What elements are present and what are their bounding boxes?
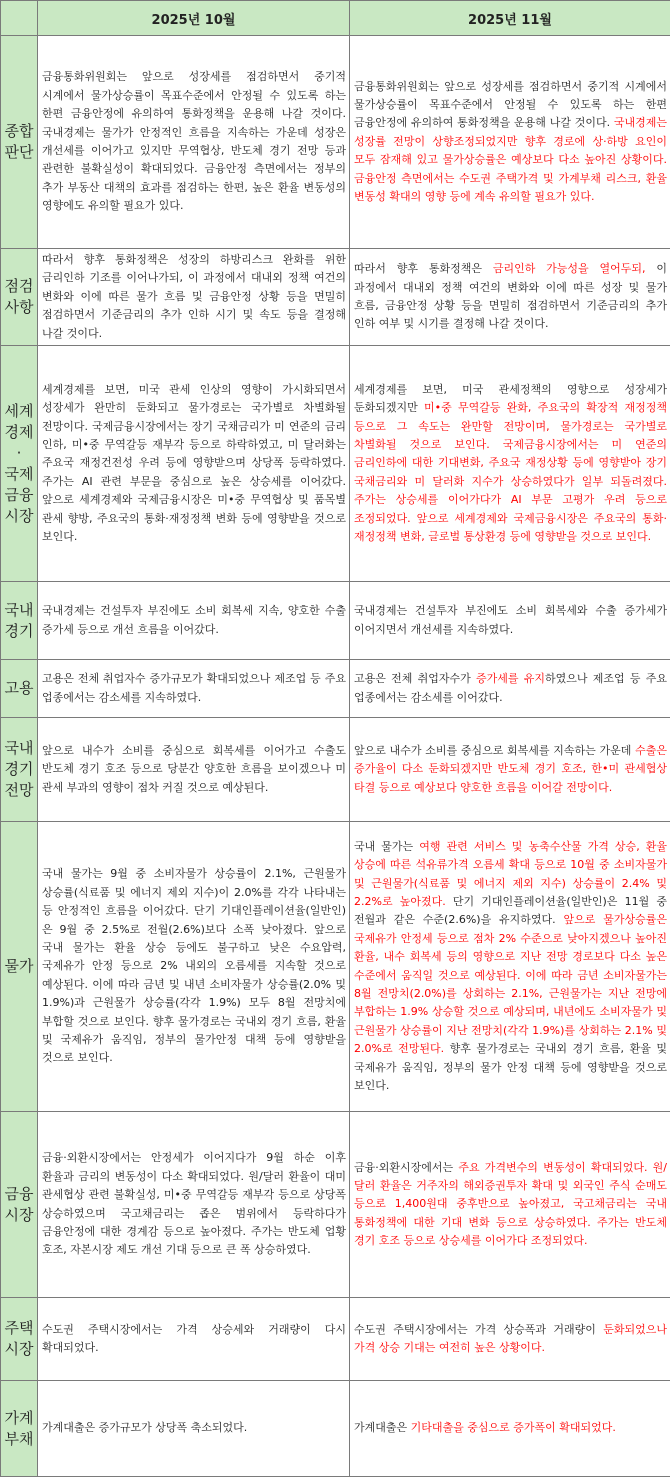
corner-cell	[1, 1, 38, 36]
row-label-line: ·	[16, 443, 22, 462]
text-segment: 국내경제는 건설투자 부진에도 소비 회복세 지속, 양호한 수출 증가세 등으로 개선 흐름을 이어갔다.	[42, 604, 346, 636]
row-label-line: 고용	[4, 679, 34, 698]
changed-text: 금리인하 가능성을 열어두되,	[492, 262, 646, 276]
cell-oct	[38, 1381, 350, 1477]
row-label-line: 국내	[4, 600, 34, 619]
cell-nov	[350, 249, 670, 346]
text-segment: 국내 물가는 9월 중 소비자물가 상승률이 2.1%, 근원물가 상승률(식료품 및 에너지 제외 지수)이 2.0%를 각각 나타내는 등 안정적인 흐름을 이어갔다. 단기 기대인플레이션율(일반인)은 9월 중 2.5%로 전월(2.6%)보다 소폭 낮아졌다. 앞으로 국내 물가는 환율 상승 등에도 불구하고 낮은 수요압력, 국제유가 안정 등으로 2% 내외의 오름세를 지속할 것으로 예상된다. 이에 따라 금년 및 내년 소비자물가 상승률(2.0% 및 1.9%)과 근원물가 상승률(각각 1.9%) 모두 8월 전망치에 부합할 것으로 보인다. 향후 물가경로는 국내외 경기 흐름, 환율 및 국제유가 움직임, 정부의 물가안정 대책 등에 영향받을 것으로 보인다.	[42, 867, 346, 1065]
text-segment: 금융·외환시장에서는 안정세가 이어지다가 9월 하순 이후 환율과 금리의 변동성이 다소 확대되었다. 원/달러 환율이 대미 관세협상 관련 불확실성, 미•중 무역갈등 재부각 등으로 상당폭 상승하였으며 국고채금리는 좁은 범위에서 등락하다가 금융안정에 대한 경계감 등으로 높아졌다. 주가는 반도체 업황 호조, 자본시장 제도 개선 기대 등으로 큰 폭 상승하였다.	[42, 1151, 346, 1257]
row-label	[1, 822, 38, 1112]
text-segment: 향후 물가경로는 국내외 경기 흐름, 환율 및 국제유가 움직임, 정부의 물가 안정 대책 등에 영향받을 것으로 보인다.	[354, 1042, 667, 1092]
cell-oct	[38, 36, 350, 249]
text-segment: 금융통화위원회는 앞으로 성장세를 점검하면서 중기적 시계에서 물가상승률이 목표수준에서 안정될 수 있도록 하는 한편 금융안정에 유의하여 통화정책을 운용해 나갈 것이다. 국내경제는 물가가 안정적인 흐름을 지속하는 가운데 성장은 개선세를 이어가고 있지만 무역협상, 반도체 경기 전망 등과 관련한 불확실성이 확대되었다. 금융안정 측면에서는 정부의 추가 부동산 대책의 효과를 점검하는 한편, 높은 환율 변동성의 영향에도 유의할 필요가 있다.	[42, 70, 346, 213]
text-segment: 이 과정에서 대내외 정책 여건의 변화와 이에 따른 성장 및 물가 흐름, 금융안정 상황 등을 면밀히 점검하면서 기준금리의 추가 인하 여부 및 시기를 결정해 나갈 것이다.	[354, 262, 668, 331]
text-segment: 세계경제를 보면, 미국 관세정책의 영향으로 성장세가 둔화되겠지만	[354, 382, 667, 415]
row-label-line: 경제	[4, 422, 34, 441]
row-label	[1, 582, 38, 660]
cell-nov	[350, 718, 670, 822]
changed-text: 둔화되었으나 가격 상승 기대는 여전히 높은 상황이다.	[354, 1322, 667, 1355]
changed-text: 여행 관련 서비스 및 농축수산물 가격 상승, 환율 상승에 따른 석유류가격 오름세 확대 등으로 10월 중 소비자물가 및 근원물가(식료품 및 에너지 제외 지수) 상승률이 2.4% 및 2.2%로 높아졌다.	[354, 839, 667, 908]
text-segment: 가계대출은	[354, 1421, 411, 1435]
row-label	[1, 718, 38, 822]
row-label	[1, 1381, 38, 1477]
text-segment: 따라서 향후 통화정책은	[354, 262, 493, 276]
table-row	[1, 660, 670, 718]
text-segment: 앞으로 내수가 소비를 중심으로 회복세를 지속하는 가운데	[354, 743, 636, 757]
row-label-line: 주택	[4, 1319, 34, 1338]
row-label-line: 전망	[4, 781, 34, 800]
row-label-line: 시장	[4, 1205, 34, 1224]
cell-nov	[350, 822, 670, 1112]
table-row	[1, 346, 670, 582]
row-label-line: 경기	[4, 621, 34, 640]
changed-text: 증가세를 유지	[476, 672, 545, 686]
row-label-line: 금융	[4, 485, 34, 504]
changed-text: 주요 가격변수의 변동성이 확대되었다. 원/달러 환율은 거주자의 해외증권투자 확대 및 외국인 주식 순매도 등으로 1,400원대 중후반으로 높아졌고, 국고채금리는 국내 통화정책에 대한 기대 변화 등으로 상승하였다. 주가는 반도체 경기 호조 등으로 상승세를 이어가다 조정되었다.	[354, 1160, 667, 1248]
row-label-line: 종합	[4, 122, 34, 140]
row-label-line: 시장	[4, 506, 34, 525]
row-label	[1, 249, 38, 346]
cell-nov	[350, 582, 670, 660]
row-label	[1, 36, 38, 249]
row-label-line: 세계	[4, 401, 34, 420]
text-segment: 가계대출은 증가규모가 상당폭 축소되었다.	[42, 1421, 248, 1435]
table-row	[1, 1112, 670, 1298]
cell-oct	[38, 660, 350, 718]
header-nov: 2025년 11월	[350, 1, 670, 36]
text-segment: 금융통화위원회는 앞으로 성장세를 점검하면서 중기적 시계에서 물가상승률이 목표수준에서 안정될 수 있도록 하는 한편 금융안정에 유의하여 통화정책을 운용해 나갈 것이다.	[354, 79, 667, 130]
header-oct: 2025년 10월	[38, 1, 350, 36]
text-segment: 단기 기대인플레이션율(일반인)은 11월 중 전월과 같은 수준(2.6%)을 유지하였다.	[354, 894, 667, 927]
row-label	[1, 1298, 38, 1381]
row-label-line: 금융	[4, 1184, 34, 1203]
table-row	[1, 1298, 670, 1381]
text-segment: 고용은 전체 취업자수가	[354, 672, 476, 686]
cell-nov	[350, 36, 670, 249]
cell-nov	[350, 346, 670, 582]
row-label	[1, 1112, 38, 1298]
changed-text: 기타대출을 중심으로 증가폭이 확대되었다.	[410, 1421, 616, 1435]
row-label	[1, 346, 38, 582]
cell-nov	[350, 1381, 670, 1477]
changed-text: 수출은 증가율이 다소 둔화되겠지만 반도체 경기 호조, 한•미 관세협상 타결 등으로 예상보다 양호한 흐름을 이어갈 전망이다.	[354, 743, 667, 794]
changed-text: 미•중 무역갈등 완화, 주요국의 확장적 재정정책 등으로 그 속도는 완만할 전망이며, 물가경로는 국가별로 차별화될 것으로 보인다. 국제금융시장에서는 미 연준의 금리인하에 대한 기대변화, 주요국 재정상황 등에 영향받아 장기 국채금리와 미 달러화 지수가 상승하였다가 일부 되돌려졌다. 주가는 상승세를 이어가다가 AI 부문 고평가 우려 등으로 조정되었다. 앞으로 세계경제와 국제금융시장은 주요국의 통화·재정정책 변화, 글로벌 통상환경 등에 영향받을 것으로 보인다.	[354, 401, 667, 543]
text-segment: 수도권 주택시장에서는 가격 상승폭과 거래량이	[354, 1322, 604, 1336]
row-label-line: 국내	[4, 739, 34, 758]
row-label-line: 가계	[4, 1408, 34, 1427]
text-segment: 고용은 전체 취업자수 증가규모가 확대되었으나 제조업 등 주요 업종에서는 감소세를 지속하였다.	[42, 672, 346, 704]
text-segment: 앞으로 내수가 소비를 중심으로 회복세를 이어가고 수출도 반도체 경기 호조 등으로 당분간 양호한 흐름을 보이겠으나 미 관세 부과의 영향이 점차 커질 것으로 예상된다.	[42, 743, 346, 794]
cell-nov	[350, 1112, 670, 1298]
table-row	[1, 718, 670, 822]
cell-oct	[38, 249, 350, 346]
row-label-line: 물가	[4, 957, 34, 976]
changed-text: 앞으로 물가상승률은 국제유가 안정세 등으로 점차 2% 수준으로 낮아지겠으나 높아진 환율, 내수 회복세 등의 영향으로 지난 전망 경로보다 다소 높은 수준에서 움직일 것으로 예상된다. 이에 따라 금년 소비자물가는 8월 전망치(2.0%)를 상회하는 2.1%, 근원물가는 지난 전망에 부합하는 1.9% 상승할 것으로 예상되며, 내년에도 소비자물가 및 근원물가 상승률이 지난 전망치(각각 1.9%)를 상회하는 2.1% 및 2.0%로 전망된다.	[354, 913, 667, 1056]
header-row	[1, 1, 670, 36]
text-segment: 국내경제는 건설투자 부진에도 소비 회복세와 수출 증가세가 이어지면서 개선세를 지속하였다.	[354, 604, 667, 636]
row-label-line: 시장	[4, 1340, 34, 1359]
table-row	[1, 822, 670, 1112]
cell-oct	[38, 1298, 350, 1381]
table-row	[1, 249, 670, 346]
row-label-line: 부채	[4, 1429, 34, 1448]
cell-oct	[38, 822, 350, 1112]
text-segment: 수도권 주택시장에서는 가격 상승세와 거래량이 다시 확대되었다.	[42, 1322, 346, 1355]
table-row	[1, 1381, 670, 1477]
changed-text: 국내경제는 성장률 전망이 상향조정되었지만 향후 경로에 상·하방 요인이 모두 잠재해 있고 물가상승률은 예상보다 다소 높아진 상황이다. 금융안정 측면에서는 수도권 주택가격 및 가계부채 리스크, 환율 변동성 확대의 영향 등에 계속 유의할 필요가 있다.	[354, 116, 667, 204]
row-label	[1, 660, 38, 718]
cell-nov	[350, 1298, 670, 1381]
text-segment: 금융·외환시장에서는	[354, 1160, 459, 1174]
row-label-line: 경기	[4, 760, 34, 779]
cell-oct	[38, 1112, 350, 1298]
table-row	[1, 582, 670, 660]
cell-oct	[38, 346, 350, 582]
cell-nov	[350, 660, 670, 718]
text-segment: 국내 물가는	[354, 839, 420, 853]
cell-oct	[38, 582, 350, 660]
table-row	[1, 36, 670, 249]
text-segment: 세계경제를 보면, 미국 관세 인상의 영향이 가시화되면서 성장세가 완만히 둔화되고 물가경로는 국가별로 차별화될 전망이다. 국제금융시장에서는 장기 국채금리가 미 연준의 금리 인하, 미•중 무역갈등 재부각 등으로 하락하였고, 미 달러화는 주요국 재정건전성 우려 등에 영향받으며 상당폭 등락하였다. 주가는 AI 관련 부문을 중심으로 높은 상승세를 이어갔다. 앞으로 세계경제와 국제금융시장은 미•중 무역협상 및 품목별 관세 향방, 주요국의 통화·재정정책 변화 등에 영향받을 것으로 보인다.	[42, 382, 346, 543]
row-label-line: 국제	[4, 464, 34, 483]
row-label-line: 판단	[4, 143, 34, 161]
row-label-line: 사항	[4, 298, 34, 317]
text-segment: 따라서 향후 통화정책은 성장의 하방리스크 완화를 위한 금리인하 기조를 이어나가되, 이 과정에서 대내외 정책 여건의 변화와 이에 따른 물가 흐름 및 금융안정 상황 등을 면밀히 점검하면서 기준금리의 추가 인하 시기 및 속도 등을 결정해 나갈 것이다.	[42, 253, 346, 340]
cell-oct	[38, 718, 350, 822]
row-label-line: 점검	[4, 277, 34, 296]
text-segment: 하였으나 제조업 등 주요 업종에서는 감소세를 이어갔다.	[354, 672, 667, 704]
